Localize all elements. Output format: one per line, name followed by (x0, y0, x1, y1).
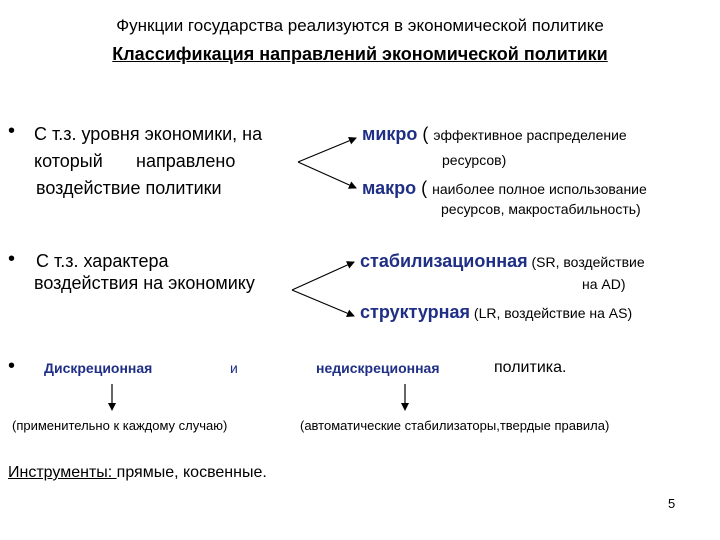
arrow-to-stabilization (292, 262, 354, 290)
micro-paren: ( (417, 124, 434, 144)
micro-label: микро (362, 124, 418, 144)
bullet-1-marker: • (8, 120, 16, 142)
macro-paren: ( (416, 178, 433, 198)
bullet-1-line2a: который (34, 151, 103, 171)
stabilization-note: (SR, воздействие (527, 254, 645, 270)
macro-note: наиболее полное использование (432, 181, 647, 197)
bullet-1-line1: С т.з. уровня экономики, на (34, 124, 263, 144)
stabilization-label: стабилизационная (360, 251, 528, 271)
bullet-2-marker: • (8, 248, 16, 270)
structural-label: структурная (360, 302, 471, 322)
discretionary-note: (применительно к каждому случаю) (12, 418, 228, 433)
arrow-to-structural (292, 290, 354, 316)
macro-note-line2: ресурсов, макростабильность) (441, 201, 641, 217)
stabilization-note-line2: на AD) (582, 276, 626, 292)
page-subtitle: Функции государства реализуются в экономической политике (116, 16, 604, 35)
structural-note: (LR, воздействие на AS) (470, 305, 633, 321)
bullet-1-line3: воздействие политики (36, 178, 222, 198)
page-title: Классификация направлений экономической политики (112, 44, 608, 64)
policy-label: политика. (494, 359, 567, 376)
nondiscretionary-note: (автоматические стабилизаторы,твердые правила) (300, 418, 610, 433)
discretionary-label: Дискреционная (44, 360, 153, 376)
and-label: и (230, 360, 238, 376)
instruments-value: прямые, косвенные. (116, 464, 267, 481)
bullet-2-line1: С т.з. характера (36, 251, 169, 271)
bullet-2-line2: воздействия на экономику (34, 273, 255, 293)
page-number: 5 (668, 496, 676, 511)
nondiscretionary-label: недискреционная (316, 360, 440, 376)
micro-note-line2: ресурсов) (442, 152, 507, 168)
macro-label: макро (362, 178, 417, 198)
instruments-label: Инструменты: (8, 464, 117, 481)
arrow-to-micro (298, 138, 356, 162)
bullet-3-marker: • (8, 355, 16, 377)
arrow-to-macro (298, 162, 356, 188)
micro-note: эффективное распределение (433, 127, 627, 143)
bullet-1-line2b: направлено (136, 151, 236, 171)
